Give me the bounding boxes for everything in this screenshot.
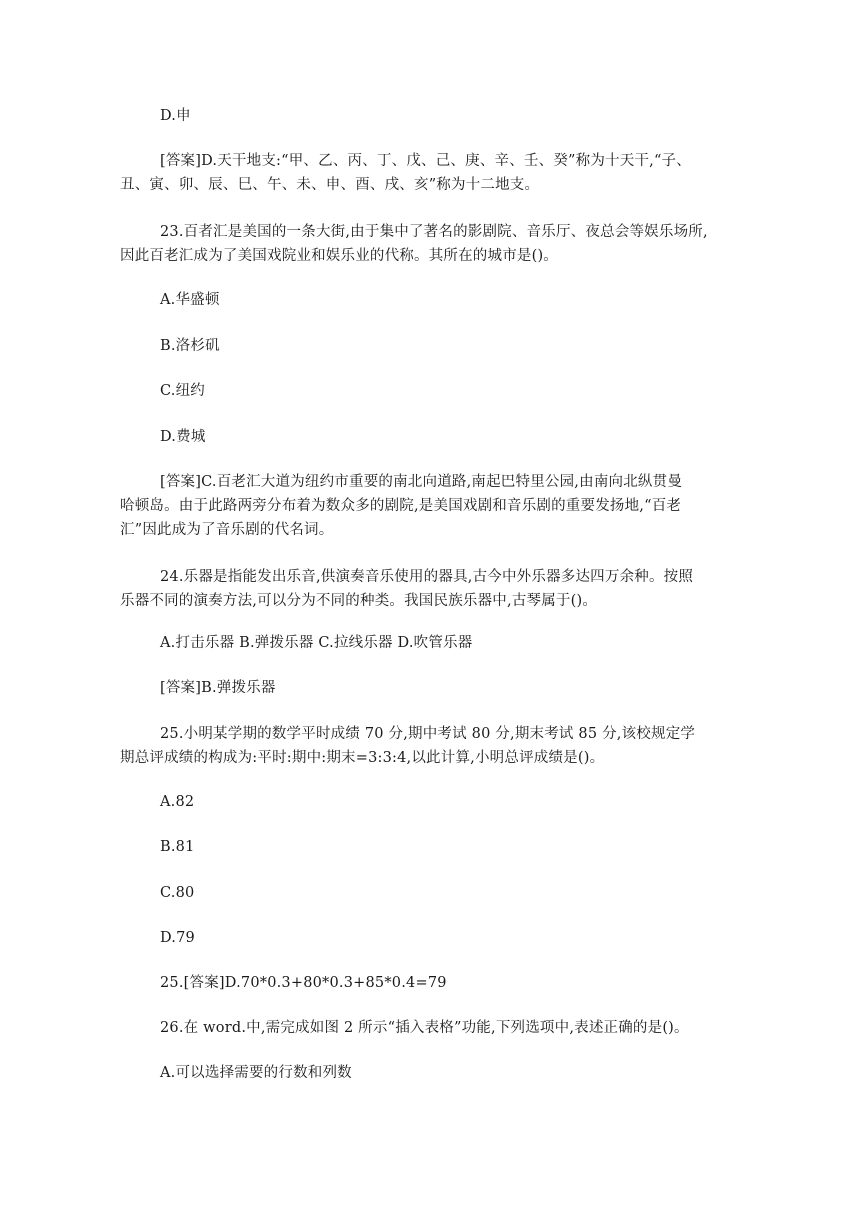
answer-23-line-2: 哈顿岛。由于此路两旁分布着为数众多的剧院,是美国戏剧和音乐剧的重要发扬地,“百老: [120, 498, 682, 514]
option-25-a: A.82: [160, 794, 195, 810]
option-23-c: C.纽约: [160, 383, 205, 399]
option-25-c: C.80: [160, 885, 195, 901]
answer-24: [答案]B.弹拨乐器: [160, 680, 276, 696]
option-23-b: B.洛杉矶: [160, 338, 220, 354]
options-24: A.打击乐器 B.弹拨乐器 C.拉线乐器 D.吹管乐器: [160, 635, 473, 651]
question-24-line-1: 24.乐器是指能发出乐音,供演奏音乐使用的器具,古今中外乐器多达四万余种。按照: [160, 569, 694, 585]
answer-23-line-3: 汇”因此成为了音乐剧的代名词。: [120, 522, 334, 538]
option-23-d: D.费城: [160, 429, 206, 445]
question-25-line-2: 期总评成绩的构成为:平时:期中:期末=3:3:4,以此计算,小明总评成绩是()。: [120, 750, 605, 766]
answer-22-line-1: [答案]D.天干地支:“甲、乙、丙、丁、戊、己、庚、辛、壬、癸”称为十天干,“子、: [160, 153, 691, 169]
question-23-line-2: 因此百老汇成为了美国戏院业和娱乐业的代称。其所在的城市是()。: [120, 248, 559, 264]
option-23-a: A.华盛顿: [160, 292, 220, 308]
option-26-a: A.可以选择需要的行数和列数: [160, 1065, 352, 1081]
answer-25: 25.[答案]D.70*0.3+80*0.3+85*0.4=79: [160, 975, 447, 991]
option-25-b: B.81: [160, 839, 195, 855]
option-25-d: D.79: [160, 930, 195, 946]
question-26: 26.在 word.中,需完成如图 2 所示“插入表格”功能,下列选项中,表述正确的是()。: [160, 1020, 689, 1036]
question-24-line-2: 乐器不同的演奏方法,可以分为不同的种类。我国民族乐器中,古琴属于()。: [120, 593, 598, 609]
answer-22-line-2: 丑、寅、卯、辰、巳、午、未、申、酉、戌、亥”称为十二地支。: [120, 177, 540, 193]
option-d-shen: D.申: [160, 108, 191, 124]
answer-23-line-1: [答案]C.百老汇大道为纽约市重要的南北向道路,南起巴特里公园,由南向北纵贯曼: [160, 474, 683, 490]
question-25-line-1: 25.小明某学期的数学平时成绩 70 分,期中考试 80 分,期末考试 85 分,该校规定学: [160, 726, 696, 742]
question-23-line-1: 23.百者汇是美国的一条大街,由于集中了著名的影剧院、音乐厅、夜总会等娱乐场所,: [160, 224, 708, 240]
